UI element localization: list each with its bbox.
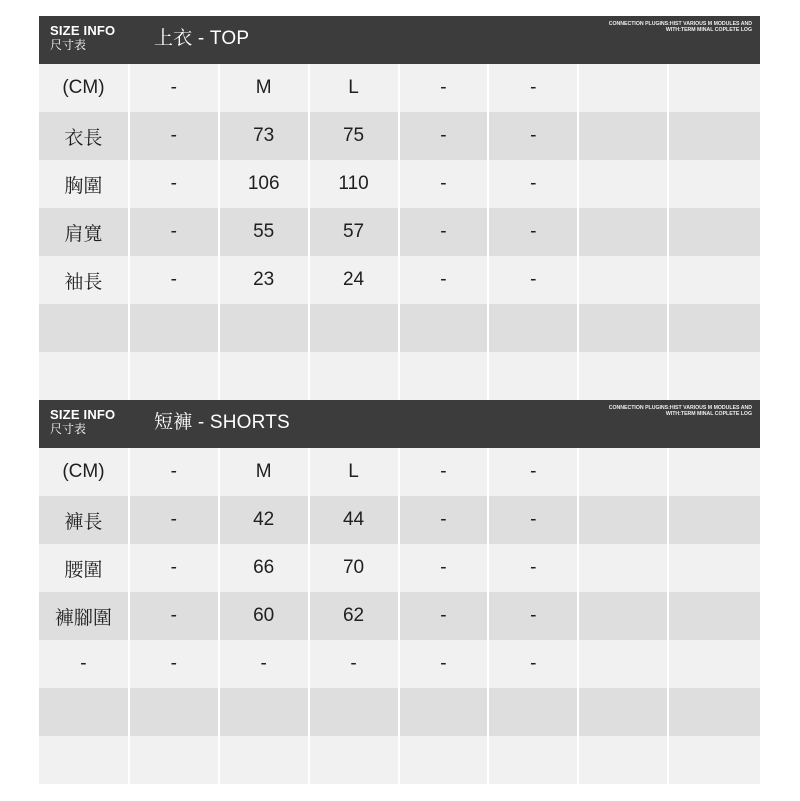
table-cell: 70	[310, 544, 400, 592]
table-cell: -	[400, 496, 490, 544]
table-cell: -	[400, 208, 490, 256]
header-note	[609, 406, 752, 418]
top-table-header	[39, 16, 760, 64]
table-cell	[579, 64, 669, 112]
table-row	[39, 448, 760, 496]
row-label-cell: 胸圍	[39, 160, 130, 208]
row-label-cell: 褲長	[39, 496, 130, 544]
table-cell	[130, 688, 220, 736]
table-cell	[489, 304, 579, 352]
table-cell	[220, 304, 310, 352]
header-note-line: CONNECTION PLUGINS:HIST VARIOUS M MODULES AND	[608, 405, 752, 411]
table-cell	[669, 256, 760, 304]
table-row	[39, 736, 760, 784]
shorts-size-table	[39, 400, 760, 784]
table-cell: -	[489, 256, 579, 304]
table-cell	[310, 352, 400, 400]
table-cell: 57	[310, 208, 400, 256]
table-cell	[669, 64, 760, 112]
row-label-cell	[39, 736, 130, 784]
table-row	[39, 304, 760, 352]
table-cell	[579, 352, 669, 400]
table-cell	[669, 688, 760, 736]
header-note-line: WITH:TERM MINAL COPLETE LOG	[665, 410, 752, 417]
shorts-table-title: 短褲 - SHORTS	[154, 412, 290, 433]
table-cell	[310, 304, 400, 352]
table-row	[39, 640, 760, 688]
size-info-label	[50, 24, 115, 51]
table-row	[39, 64, 760, 112]
table-cell: 44	[310, 496, 400, 544]
table-cell	[220, 736, 310, 784]
table-cell: -	[489, 496, 579, 544]
row-label-cell: 褲腳圍	[39, 592, 130, 640]
table-cell: -	[400, 448, 490, 496]
table-cell: L	[310, 448, 400, 496]
table-cell	[130, 304, 220, 352]
table-cell	[400, 736, 490, 784]
table-cell	[579, 688, 669, 736]
table-cell: 75	[310, 112, 400, 160]
row-label-cell: 衣長	[39, 112, 130, 160]
table-cell	[579, 208, 669, 256]
table-row	[39, 496, 760, 544]
table-cell: -	[489, 208, 579, 256]
size-info-zh: 尺寸表	[50, 38, 87, 52]
size-info-en: SIZE INFO	[50, 407, 116, 422]
table-cell: 60	[220, 592, 310, 640]
row-label-cell: (CM)	[39, 64, 130, 112]
table-cell	[579, 736, 669, 784]
table-cell: M	[220, 448, 310, 496]
row-label-cell	[39, 304, 130, 352]
size-info-en: SIZE INFO	[50, 23, 116, 38]
table-cell: -	[220, 640, 310, 688]
table-cell: -	[400, 160, 490, 208]
table-cell: -	[130, 640, 220, 688]
table-row	[39, 352, 760, 400]
table-cell	[669, 352, 760, 400]
table-cell	[669, 544, 760, 592]
table-cell	[669, 448, 760, 496]
table-cell	[400, 304, 490, 352]
shorts-table-body	[39, 448, 760, 784]
table-cell	[400, 352, 490, 400]
table-cell	[669, 496, 760, 544]
table-cell: -	[489, 640, 579, 688]
table-cell	[669, 640, 760, 688]
table-row	[39, 256, 760, 304]
table-cell	[669, 592, 760, 640]
table-cell: -	[130, 256, 220, 304]
table-cell	[579, 640, 669, 688]
table-cell: 110	[310, 160, 400, 208]
table-cell: -	[400, 592, 490, 640]
table-cell: 42	[220, 496, 310, 544]
table-cell	[220, 688, 310, 736]
table-cell	[579, 256, 669, 304]
table-row	[39, 592, 760, 640]
table-row	[39, 208, 760, 256]
table-cell: -	[130, 448, 220, 496]
table-cell: -	[130, 64, 220, 112]
table-cell: -	[400, 544, 490, 592]
table-cell	[130, 352, 220, 400]
table-cell	[310, 736, 400, 784]
row-label-cell: 袖長	[39, 256, 130, 304]
table-cell: 106	[220, 160, 310, 208]
size-info-zh: 尺寸表	[50, 422, 87, 436]
table-cell: -	[489, 448, 579, 496]
table-cell: 73	[220, 112, 310, 160]
table-row	[39, 688, 760, 736]
table-cell: -	[400, 64, 490, 112]
row-label-cell	[39, 352, 130, 400]
table-cell	[579, 448, 669, 496]
table-cell: -	[489, 112, 579, 160]
table-cell: 66	[220, 544, 310, 592]
table-cell: -	[130, 208, 220, 256]
row-label-cell: 腰圍	[39, 544, 130, 592]
table-cell: 23	[220, 256, 310, 304]
table-cell: 55	[220, 208, 310, 256]
header-note	[609, 22, 752, 34]
table-cell	[489, 688, 579, 736]
table-cell	[579, 496, 669, 544]
table-cell	[400, 688, 490, 736]
table-cell	[220, 352, 310, 400]
table-cell	[579, 592, 669, 640]
table-cell	[489, 352, 579, 400]
table-cell	[310, 688, 400, 736]
table-row	[39, 112, 760, 160]
table-cell: -	[400, 112, 490, 160]
table-cell: -	[489, 592, 579, 640]
table-cell	[579, 304, 669, 352]
table-cell: M	[220, 64, 310, 112]
header-note-line: WITH:TERM MINAL COPLETE LOG	[665, 26, 752, 33]
row-label-cell	[39, 688, 130, 736]
table-cell	[669, 112, 760, 160]
row-label-cell: 肩寬	[39, 208, 130, 256]
table-cell	[489, 736, 579, 784]
table-cell: -	[489, 64, 579, 112]
row-label-cell: (CM)	[39, 448, 130, 496]
table-cell	[579, 112, 669, 160]
top-size-table	[39, 16, 760, 400]
size-info-label	[50, 408, 115, 435]
table-cell: -	[130, 160, 220, 208]
table-cell	[669, 304, 760, 352]
table-cell	[130, 736, 220, 784]
table-cell	[669, 208, 760, 256]
table-cell: L	[310, 64, 400, 112]
table-cell	[669, 736, 760, 784]
row-label-cell: -	[39, 640, 130, 688]
table-cell: -	[130, 592, 220, 640]
table-cell: 62	[310, 592, 400, 640]
table-cell: -	[130, 496, 220, 544]
table-cell: -	[130, 544, 220, 592]
header-note-line: CONNECTION PLUGINS:HIST VARIOUS M MODULES AND	[608, 21, 752, 27]
table-cell: -	[130, 112, 220, 160]
table-cell	[579, 544, 669, 592]
shorts-table-header	[39, 400, 760, 448]
table-cell: -	[400, 256, 490, 304]
top-table-body	[39, 64, 760, 400]
table-row	[39, 160, 760, 208]
table-cell: -	[489, 544, 579, 592]
table-cell: -	[400, 640, 490, 688]
table-cell	[669, 160, 760, 208]
top-table-title: 上衣 - TOP	[154, 28, 250, 49]
table-cell: -	[310, 640, 400, 688]
table-cell: 24	[310, 256, 400, 304]
table-cell	[579, 160, 669, 208]
table-row	[39, 544, 760, 592]
table-cell: -	[489, 160, 579, 208]
